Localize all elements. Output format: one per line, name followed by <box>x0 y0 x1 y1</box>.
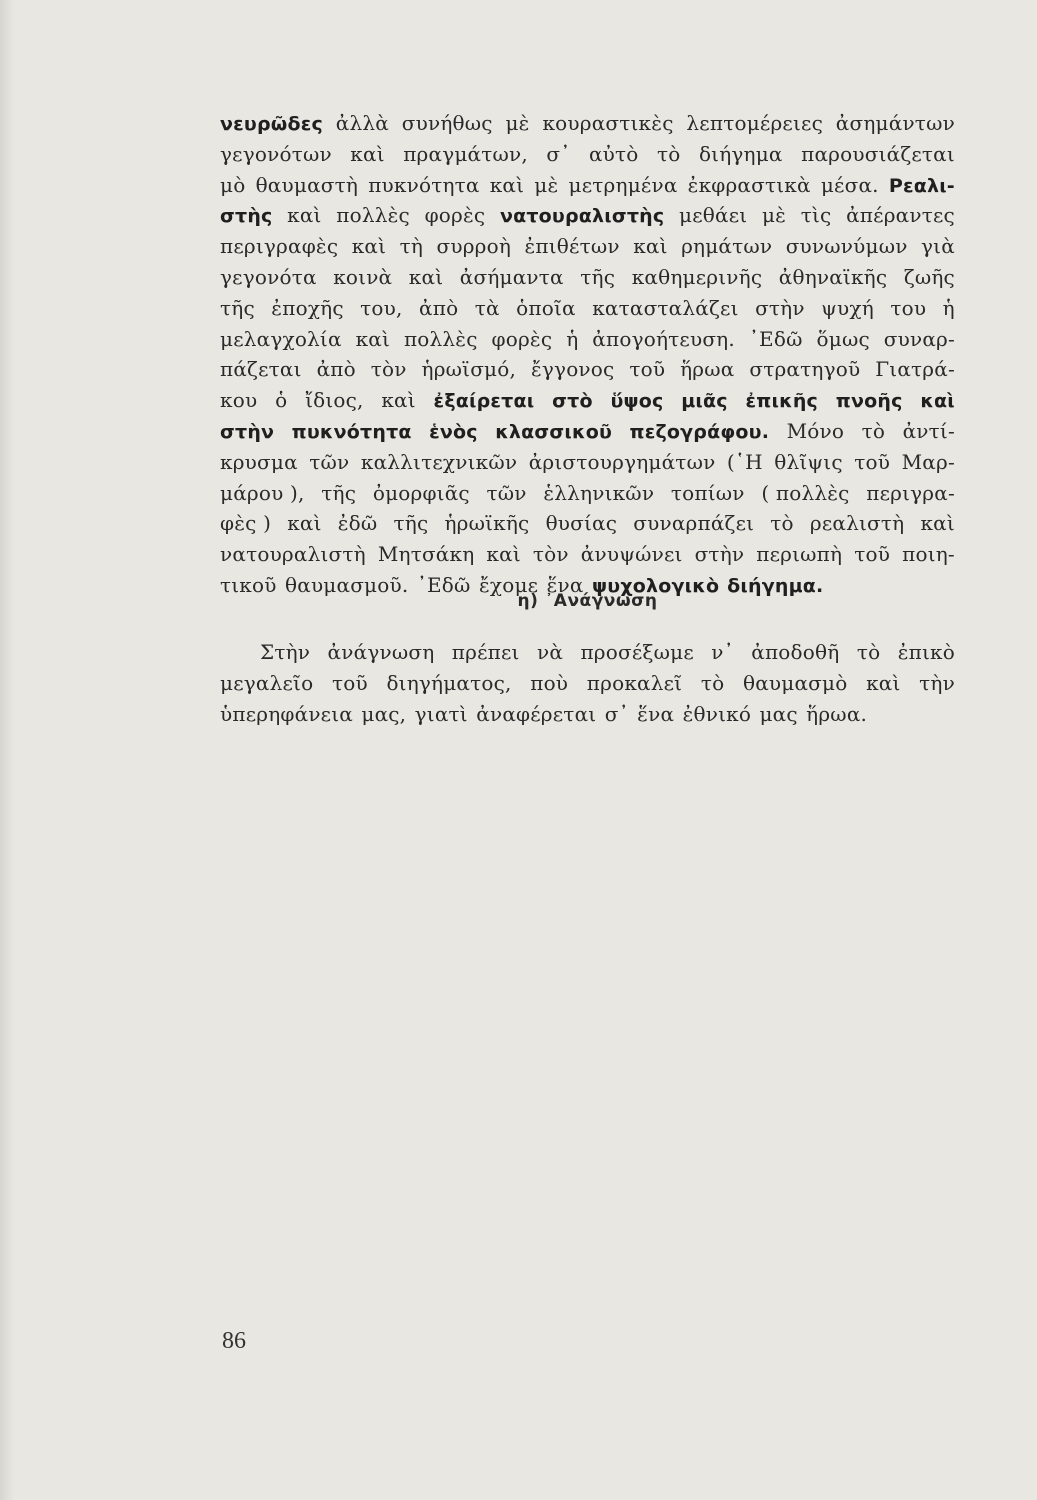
word: προκαλεῖ <box>586 670 683 695</box>
word: καὶ <box>351 234 387 259</box>
word: ψυχολογικὸ <box>592 574 720 597</box>
word: τὸ <box>770 511 794 536</box>
word: ποιη- <box>902 542 955 567</box>
word: μιᾶς <box>681 390 728 413</box>
word: πολλὲς <box>336 203 410 228</box>
word: καλλιτεχνικῶν <box>360 449 518 474</box>
word: καθημερινῆς <box>631 264 763 289</box>
word: ρεαλιστὴ <box>809 511 905 536</box>
word: Ρεαλι- <box>888 174 955 197</box>
word: θαυμασμὸ <box>742 670 848 695</box>
text-line <box>220 668 955 699</box>
word: τὶς <box>800 203 832 228</box>
word: ὕψος <box>610 390 664 413</box>
word: καὶ <box>408 264 444 289</box>
word: καὶ <box>355 326 391 351</box>
word: Μαρ- <box>901 449 955 474</box>
word: ἐξαίρεται <box>433 390 535 413</box>
word: τὴν <box>919 670 955 695</box>
word: τοῦ <box>854 449 891 474</box>
word: πυκνότητα <box>368 172 480 197</box>
word: στὴν <box>755 295 805 320</box>
word: καὶ <box>489 172 525 197</box>
word: ὀμορφιᾶς <box>372 480 470 505</box>
word: ἐποχῆς <box>271 295 344 320</box>
word: ἑλληνικῶν <box>543 480 655 505</box>
word: Μητσάκη <box>377 542 475 567</box>
text-line <box>220 354 955 385</box>
word: κρυσμα <box>220 449 298 474</box>
text-line <box>220 231 955 262</box>
word: τῶν <box>486 480 527 505</box>
word: ᾽Εδῶ <box>416 572 471 597</box>
word: ὅμως <box>816 326 870 351</box>
word: ἥρωα <box>680 357 735 382</box>
word: ἀλλὰ <box>335 111 389 135</box>
word: ἀνάγνωση <box>327 640 435 664</box>
word: καὶ <box>350 141 385 166</box>
word: φορὲς <box>491 326 553 351</box>
word: πραγμάτων, <box>403 141 528 166</box>
word: στὸ <box>552 390 593 413</box>
word: ἔχομε <box>478 572 539 597</box>
word: του <box>890 295 927 320</box>
word: ἀντί- <box>902 418 955 443</box>
text-line <box>220 139 955 170</box>
word: τῆς <box>220 295 255 320</box>
word: καὶ <box>866 670 901 695</box>
word: τὸ <box>861 418 886 443</box>
word: παρουσιάζεται <box>801 141 955 166</box>
word: μάρου ), <box>220 480 305 505</box>
word: ἴδιος, <box>305 388 364 413</box>
word: τοπίων <box>670 480 745 505</box>
word: θαυμασμοῦ. <box>285 572 409 597</box>
word: γιατὶ <box>414 701 468 726</box>
word: τικοῦ <box>220 572 277 597</box>
word: κλασσικοῦ <box>495 420 612 443</box>
word: ἐκφραστικὰ <box>687 172 811 197</box>
text-line <box>220 324 955 355</box>
word: ν᾽ <box>711 640 734 664</box>
word: περιγραφὲς <box>220 234 339 259</box>
word: συνήθως <box>401 111 493 135</box>
word: ἡρωϊσμό, <box>421 357 517 382</box>
word: στὴν <box>220 420 275 443</box>
word: συνωνύμων <box>785 234 908 259</box>
word: σ᾽ <box>604 701 629 726</box>
word: ἕνα <box>637 701 675 726</box>
text-line <box>220 262 955 293</box>
word: ἀσημάντων <box>835 111 955 135</box>
word: ψυχή <box>821 295 874 320</box>
word: ἀθηναϊκῆς <box>778 264 888 289</box>
word: συρροὴ <box>436 234 512 259</box>
word: κοινὰ <box>333 264 393 289</box>
word: τὴ <box>399 234 424 259</box>
word: ἐθνικό <box>682 701 752 726</box>
word: ἑνὸς <box>429 420 478 443</box>
word: καὶ <box>381 388 416 413</box>
word: ἡ <box>942 295 955 320</box>
word: διηγήματος, <box>386 670 512 695</box>
word: καὶ <box>287 511 322 536</box>
word: κατασταλάζει <box>592 295 739 320</box>
text-line <box>220 478 955 509</box>
word: πεζογράφου. <box>629 420 770 443</box>
body-paragraph-1 <box>220 108 955 601</box>
word: ( πολλὲς <box>761 480 850 505</box>
word: συναρπάζει <box>633 511 755 536</box>
word: ὁποῖα <box>516 295 576 320</box>
word: νατουραλιστὴς <box>499 205 665 228</box>
word: καὶ <box>633 234 668 259</box>
word: τὰ <box>474 295 500 320</box>
word: σ᾽ <box>546 141 571 166</box>
word: περιωπὴ <box>756 542 843 567</box>
word: ὑπερηφάνεια <box>220 701 353 726</box>
word: πολλὲς <box>403 326 478 351</box>
text-line <box>220 447 955 478</box>
word: ᾽Εδῶ <box>748 326 803 351</box>
word: πάζεται <box>220 357 302 382</box>
word: συναρ- <box>883 326 955 351</box>
word: τῆς <box>580 264 616 289</box>
word: κουραστικὲς <box>542 111 674 135</box>
word: ἐπικὸ <box>897 640 955 664</box>
word: ἐπιθέτων <box>524 234 620 259</box>
word: μετρημένα <box>568 172 678 197</box>
word: τοῦ <box>629 357 666 382</box>
word: καὶ <box>920 511 955 536</box>
word: στὴν <box>694 542 745 567</box>
word: νευρῶδες <box>220 113 323 135</box>
word: ἕνα <box>546 572 584 597</box>
word: φὲς ) <box>220 511 272 536</box>
word: κου <box>220 388 258 413</box>
word: Γιατρά- <box>875 357 955 382</box>
word: ρημάτων <box>681 234 773 259</box>
word: φορὲς <box>424 203 486 228</box>
word: νὰ <box>536 640 564 664</box>
word: θλῖψις <box>774 449 843 474</box>
word: τὸ <box>700 670 725 695</box>
word: μὲ <box>505 111 530 135</box>
word: ἐδῶ <box>337 511 378 536</box>
word: ἔγγονος <box>530 357 615 382</box>
word: διήγημα. <box>727 574 824 597</box>
word: γεγονότων <box>220 141 332 166</box>
word: ποὺ <box>530 670 569 695</box>
word: τὸ <box>656 141 681 166</box>
word: περιγρα- <box>866 480 955 505</box>
word: τὸν <box>370 357 407 382</box>
word: ἀπὸ <box>316 357 356 382</box>
word: λεπτομέρειες <box>686 111 823 135</box>
word: μὲ <box>761 203 787 228</box>
word: πνοῆς <box>835 390 903 413</box>
text-line <box>220 699 955 730</box>
word: πυκνότητα <box>291 420 412 443</box>
word: αὐτὸ <box>588 141 639 166</box>
word: (῾Η <box>726 449 763 474</box>
word: ἡρωϊκῆς <box>444 511 530 536</box>
text-line <box>220 108 955 139</box>
word: τοῦ <box>331 670 368 695</box>
word: καὶ <box>920 390 955 413</box>
word: μας, <box>361 701 407 726</box>
word: γιὰ <box>921 234 955 259</box>
word: τὸ <box>856 640 881 664</box>
word: διήγημα <box>698 141 783 166</box>
page-number: 86 <box>222 1328 246 1354</box>
text-line <box>220 416 955 447</box>
word: στρατηγοῦ <box>749 357 861 382</box>
word: ἀριστουργημάτων <box>528 449 716 474</box>
word: καὶ <box>486 542 521 567</box>
word: ἀπέραντες <box>846 203 955 228</box>
word: ἥρωα. <box>806 701 868 726</box>
word: τῆς <box>393 511 429 536</box>
text-line <box>220 637 955 668</box>
word: νατουραλιστὴ <box>220 542 366 567</box>
word: του, <box>360 295 403 320</box>
word: Στὴν <box>260 640 311 664</box>
word: μας <box>759 701 798 726</box>
word: ὁ <box>275 388 288 413</box>
word: ἀνυψώνει <box>580 542 683 567</box>
word: τῆς <box>321 480 357 505</box>
word: τοῦ <box>854 542 891 567</box>
word: ἐπικῆς <box>745 390 819 413</box>
word: θυσίας <box>545 511 618 536</box>
word: τῶν <box>309 449 350 474</box>
word: μὲ <box>534 172 559 197</box>
word: πρέπει <box>451 640 520 664</box>
word: ἀπογοήτευση. <box>592 326 735 351</box>
body-paragraph-2 <box>220 637 955 729</box>
word: γεγονότα <box>220 264 317 289</box>
word: ζωῆς <box>903 264 955 289</box>
word: μεγαλεῖο <box>220 670 314 695</box>
word: ἀσήμαντα <box>459 264 564 289</box>
text-line <box>220 385 955 416</box>
text-line <box>220 293 955 324</box>
page-edge-shadow <box>0 0 14 1500</box>
word: καὶ <box>287 203 322 228</box>
word: Μόνο <box>786 418 845 443</box>
text-line <box>220 170 955 201</box>
word: μελαγχολία <box>220 326 342 351</box>
word: ἀποδοθῆ <box>751 640 840 664</box>
word: στὴς <box>220 205 273 228</box>
word: μὸ <box>220 172 246 197</box>
word: θαυμαστὴ <box>255 172 359 197</box>
section-heading: η) ᾽Ανάγνωση <box>517 591 658 611</box>
word: ἡ <box>566 326 579 351</box>
text-line <box>220 539 955 570</box>
text-line <box>220 508 955 539</box>
word: τὸν <box>532 542 569 567</box>
word: ἀναφέρεται <box>476 701 597 726</box>
text-line <box>220 200 955 231</box>
word: μέσα. <box>820 172 879 197</box>
word: ἀπὸ <box>419 295 459 320</box>
word: προσέξωμε <box>580 640 694 664</box>
word: μεθάει <box>679 203 748 228</box>
